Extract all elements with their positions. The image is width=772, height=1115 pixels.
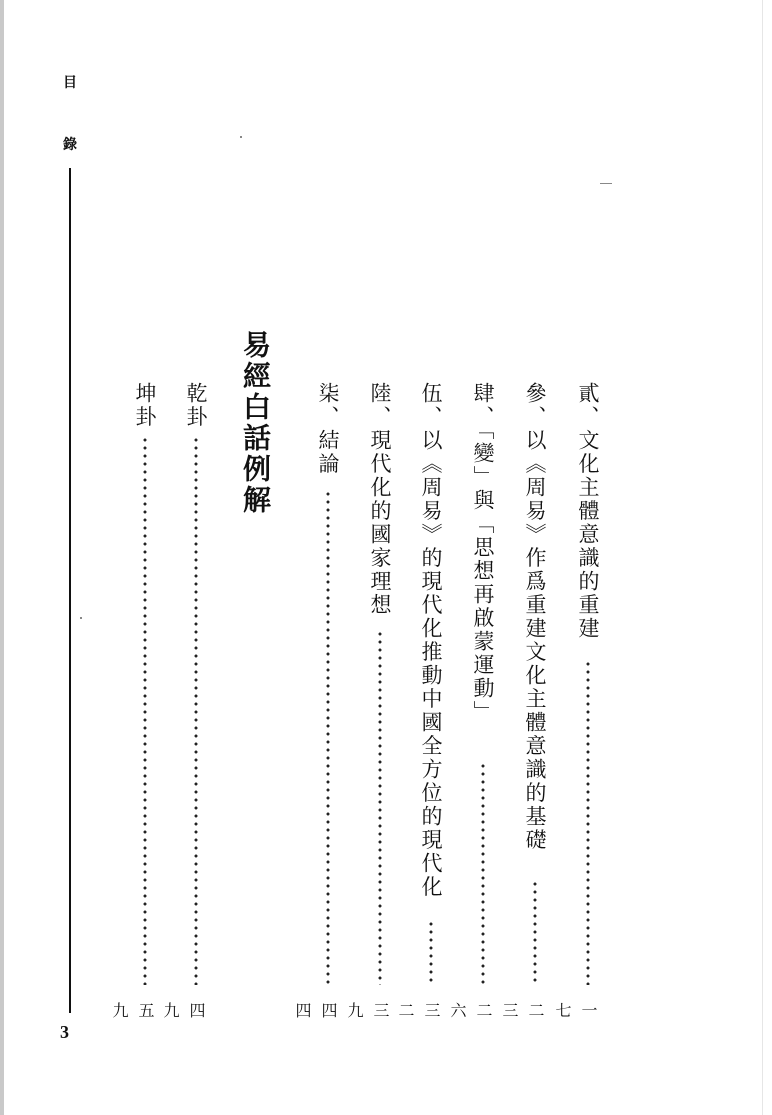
- toc-entry-title: 柒、結論: [316, 382, 340, 476]
- leader-dots: [376, 630, 384, 985]
- leader-dots: [192, 436, 200, 985]
- scan-speck: [240, 136, 242, 138]
- toc-entry-title: 肆、「變」與「思想再啟蒙運動」: [471, 382, 495, 724]
- margin-heading-top: 目: [63, 75, 77, 91]
- margin-heading-bottom: 錄: [63, 137, 77, 153]
- toc-entry-title: 貳、文化主體意識的重建: [576, 382, 600, 641]
- section-entry-title: 乾卦: [184, 382, 208, 429]
- toc-entry-title: 參、以《周易》作爲重建文化主體意識的基礎: [523, 382, 547, 852]
- leader-dots: [531, 880, 539, 985]
- leader-dots: [141, 436, 149, 985]
- scan-right-edge: [762, 0, 763, 1115]
- toc-entry-page: 三九: [345, 1002, 390, 1020]
- section-entry-page: 四九: [161, 1002, 206, 1020]
- scan-speck: [80, 617, 82, 619]
- section-entry-title: 坤卦: [133, 382, 157, 429]
- section-entry-page: 五九: [110, 1002, 155, 1020]
- section-title: 易經白話例解: [239, 330, 272, 516]
- toc-entry-page: 四四: [293, 1002, 338, 1020]
- leader-dots: [427, 920, 435, 985]
- scan-left-edge: [0, 0, 4, 1115]
- toc-entry-title: 陸、現代化的國家理想: [368, 382, 392, 617]
- scan-speck: [600, 183, 612, 184]
- toc-entry-page: 二三: [500, 1002, 545, 1020]
- toc-entry-page: 三二: [396, 1002, 441, 1020]
- toc-entry-page: 一七: [553, 1002, 598, 1020]
- page-number: 3: [60, 1022, 69, 1042]
- toc-entry-title: 伍、以《周易》的現代化推動中國全方位的現代化: [419, 382, 443, 899]
- toc-entry-page: 二六: [448, 1002, 493, 1020]
- leader-dots: [479, 762, 487, 985]
- margin-rule: [69, 168, 71, 1013]
- leader-dots: [584, 660, 592, 985]
- leader-dots: [324, 490, 332, 985]
